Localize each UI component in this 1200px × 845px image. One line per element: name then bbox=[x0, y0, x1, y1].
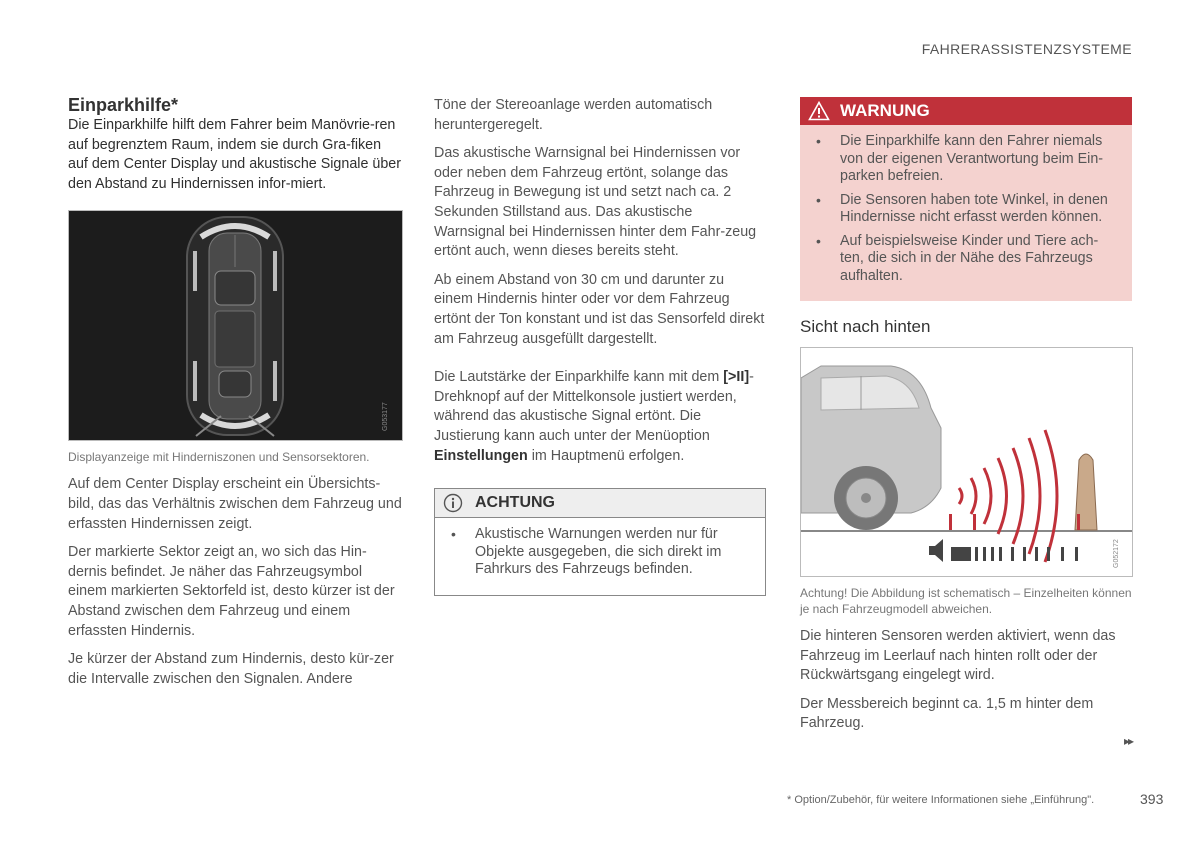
attention-title: ACHTUNG bbox=[475, 494, 555, 512]
paragraph: Töne der Stereoanlage werden automatisch heruntergeregelt. bbox=[434, 97, 713, 133]
paragraph: Ab einem Abstand von 30 cm und darunter zu einem Hindernis hinter oder vor dem Fahrzeug ertönt der Ton konstant und ist das Sensorfeld direkt am Fahrzeug ausgefüllt dargestellt. bbox=[434, 271, 765, 347]
intro-paragraph: Die Einparkhilfe hilft dem Fahrer beim Manövrie-ren auf begrenztem Raum, indem sie durch Gra-fiken auf dem Center Display und akustische Signale über den Abstand zu Hindernissen infor-miert. bbox=[68, 117, 401, 192]
footnote: * Option/Zubehör, für weitere Informationen siehe „Einführung". bbox=[787, 794, 1095, 806]
section-title: FAHRERASSISTENZSYSTEME bbox=[921, 41, 1132, 57]
info-icon bbox=[443, 493, 463, 513]
text-run: -Drehknopf auf der Mittelkonsole justiert werden, während das akustische Signal ertönt. Die Justierung kann auch unter der Menüoption bbox=[434, 369, 754, 444]
paragraph: Je kürzer der Abstand zum Hindernis, desto kür-zer die Intervalle zwischen den Signalen. Andere bbox=[68, 651, 394, 687]
warning-title: WARNUNG bbox=[840, 101, 930, 120]
figure-id: G052172 bbox=[1113, 539, 1120, 568]
paragraph: Der Messbereich beginnt ca. 1,5 m hinter dem Fahrzeug. bbox=[800, 695, 1094, 732]
warning-box bbox=[800, 97, 1132, 301]
column-right bbox=[800, 97, 1132, 743]
page-number: 393 bbox=[1140, 791, 1164, 807]
section-heading: Einparkhilfe* bbox=[68, 95, 179, 115]
column-left bbox=[68, 95, 403, 698]
knob-label: [>II] bbox=[723, 369, 750, 386]
rear-sensor-illustration bbox=[801, 348, 1132, 576]
warning-list bbox=[800, 125, 1132, 301]
figure-caption: Achtung! Die Abbildung ist schematisch – Einzelheiten können je nach Fahrzeugmodell abweichen. bbox=[800, 586, 1132, 616]
text-run: im Hauptmenü erfolgen. bbox=[527, 447, 685, 464]
list-item: • Die Einparkhilfe kann den Fahrer niemals von der eigenen Verantwortung beim Ein-parken befreien. bbox=[812, 133, 1118, 186]
list-item: • Die Sensoren haben tote Winkel, in denen Hindernisse nicht erfasst werden können. bbox=[812, 192, 1118, 227]
volume-paragraph bbox=[434, 368, 766, 466]
menu-option: Einstellungen bbox=[434, 447, 528, 464]
attention-box bbox=[434, 488, 766, 596]
paragraph: Die hinteren Sensoren werden aktiviert, wenn das Fahrzeug im Leerlauf nach hinten rollt oder der Rückwärtsgang eingelegt wird. bbox=[800, 628, 1116, 684]
paragraph: Das akustische Warnsignal bei Hindernissen vor oder neben dem Fahrzeug ertönt, solange das Fahrzeug in Bewegung ist und setzt nach ca. 2 Sekunden Stillstand aus. Das akustische Warnsignal bei Hindernissen hinter dem Fahr-zeug ertönt auch, wenn dieses bereits steht. bbox=[434, 145, 757, 260]
column-middle bbox=[434, 96, 766, 596]
attention-header bbox=[435, 489, 765, 518]
paragraph: Auf dem Center Display erscheint ein Übersichts-bild, das das Verhältnis zwischen dem Fahrzeug und erfassten Hindernissen zeigt. bbox=[68, 476, 402, 532]
warning-header bbox=[800, 97, 1132, 125]
list-item: • Akustische Warnungen werden nur für Objekte ausgegeben, die sich direkt im Fahrkurs des Fahrzeugs befinden. bbox=[447, 526, 751, 579]
continue-arrow-icon: ▸▸ bbox=[1123, 734, 1132, 748]
rear-view-figure bbox=[800, 347, 1133, 577]
warning-triangle-icon bbox=[808, 101, 830, 121]
subheading: Sicht nach hinten bbox=[800, 317, 931, 336]
paragraph: Der markierte Sektor zeigt an, wo sich das Hin-dernis befindet. Je näher das Fahrzeugsymbol einem markierten Sektorfeld ist, desto kürzer ist der Abstand zwischen dem Fahrzeug und einem erfassten Hindernis. bbox=[68, 544, 395, 639]
attention-list bbox=[435, 518, 765, 595]
parking-display-illustration bbox=[69, 211, 402, 440]
list-item: • Auf beispielsweise Kinder und Tiere ach-ten, die sich in der Nähe des Fahrzeugs aufhalten. bbox=[812, 233, 1118, 286]
figure-caption: Displayanzeige mit Hinderniszonen und Sensorsektoren. bbox=[68, 450, 370, 465]
figure-id: G053177 bbox=[382, 402, 389, 432]
text-run: Die Lautstärke der Einparkhilfe kann mit dem bbox=[434, 369, 724, 386]
parking-display-figure bbox=[68, 210, 403, 441]
